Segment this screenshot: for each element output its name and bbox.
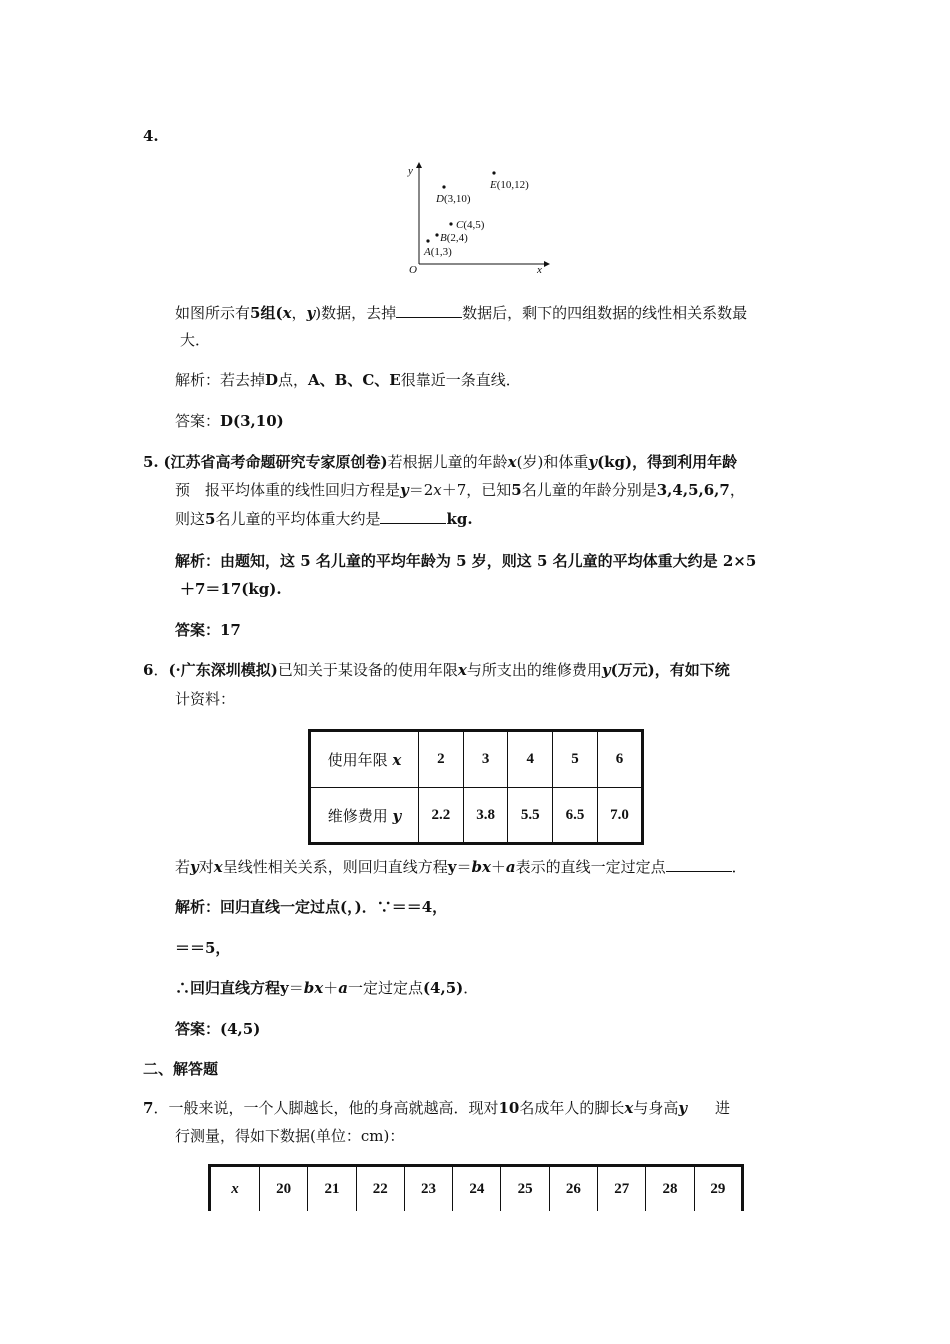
- point-b-dot: [435, 233, 438, 236]
- question-7-line1: 7．一般来说，一个人脚越长，他的身高就越高．现对10名成年人的脚长x与身高y 进: [143, 1099, 731, 1117]
- y-axis-arrow: [416, 162, 422, 168]
- answer-blank: [396, 302, 462, 318]
- question-6-answer: 答案：(4,5): [175, 1020, 261, 1038]
- table-cell: 23: [404, 1167, 452, 1211]
- question-5-line1: 5. (江苏省高考命题研究专家原创卷)若根据儿童的年龄x(岁)和体重y(kg)，得到利用年龄: [143, 453, 738, 471]
- question-5-analysis-line1: 解析：由题知，这 5 名儿童的平均年龄为 5 岁，则这 5 名儿童的平均体重大约是 2×5: [175, 552, 757, 570]
- point-b-label: B(2,4): [440, 232, 468, 244]
- question-7-line2: 行测量，得如下数据(单位：cm)：: [175, 1127, 405, 1145]
- point-c-dot: [449, 222, 452, 225]
- question-5-line3: 则这5名儿童的平均体重大约是 kg.: [175, 510, 473, 528]
- question-6-analysis-line1: 解析：回归直线一定过点(，)．∵＝＝4，: [175, 898, 448, 916]
- question-4-text-line1: 如图所示有5组(x，y)数据，去掉 数据后，剩下的四组数据的线性相关系数最: [175, 304, 748, 322]
- table-cell: 7.0: [597, 788, 641, 843]
- table-row: [311, 732, 641, 788]
- table-cell: 2: [419, 732, 464, 788]
- table-cell: 5: [553, 732, 598, 788]
- table-cell: 2.2: [419, 788, 464, 843]
- scatter-figure: [404, 158, 554, 278]
- x-axis-label: x: [537, 264, 542, 276]
- table-header-cell: x: [211, 1167, 260, 1211]
- point-e-label: E(10,12): [490, 179, 529, 191]
- maintenance-table: [308, 729, 644, 845]
- table-cell: 28: [646, 1167, 694, 1211]
- answer-blank: [666, 856, 732, 872]
- table-row: [211, 1167, 741, 1211]
- question-4-text-line2: 大．: [180, 331, 211, 349]
- table-cell: 3.8: [463, 788, 508, 843]
- table-cell: 27: [598, 1167, 646, 1211]
- table-cell: 3: [463, 732, 508, 788]
- question-4-answer: 答案：D(3,10): [175, 412, 284, 430]
- section-title: 二、解答题: [143, 1060, 219, 1078]
- y-axis-label: y: [408, 165, 413, 177]
- question-6-line2: 计资料：: [175, 690, 236, 708]
- table-header-cell: 使用年限 x: [311, 732, 419, 788]
- table-cell: 26: [549, 1167, 597, 1211]
- table-cell: 21: [308, 1167, 356, 1211]
- question-5-answer: 答案：17: [175, 621, 241, 639]
- x-axis-arrow: [544, 261, 550, 267]
- point-d-label: D(3,10): [436, 193, 471, 205]
- question-5-line2: 预 报平均体重的线性回归方程是y＝2x＋7，已知5名儿童的年龄分别是3,4,5,6,7，: [175, 481, 745, 499]
- table-cell: 25: [501, 1167, 549, 1211]
- question-6-analysis-line2: ＝＝5，: [175, 939, 231, 957]
- table-cell: 20: [260, 1167, 308, 1211]
- table-cell: 6.5: [553, 788, 598, 843]
- table-cell: 4: [508, 732, 553, 788]
- table-cell: 29: [694, 1167, 741, 1211]
- question-5-analysis-line2: ＋7＝17(kg).: [180, 580, 282, 598]
- question-4-analysis: 解析：若去掉D点，A、B、C、E很靠近一条直线．: [175, 371, 521, 389]
- point-a-label: A(1,3): [424, 246, 452, 258]
- table-cell: 22: [356, 1167, 404, 1211]
- foot-height-table: [208, 1164, 744, 1211]
- point-c-label: C(4,5): [456, 219, 485, 231]
- question-6-line1: 6．(·广东深圳模拟)已知关于某设备的使用年限x与所支出的维修费用y(万元)，有如下统: [143, 661, 730, 679]
- table-row: [311, 788, 641, 843]
- table-cell: 6: [597, 732, 641, 788]
- answer-blank: [380, 508, 446, 524]
- table-cell: 5.5: [508, 788, 553, 843]
- question-4-number: 4.: [143, 127, 159, 145]
- point-e-dot: [492, 171, 495, 174]
- point-a-dot: [426, 239, 429, 242]
- origin-label: O: [409, 264, 417, 276]
- question-6-question: 若y对x呈线性相关关系，则回归直线方程y＝bx＋a表示的直线一定过定点 ．: [175, 858, 747, 876]
- point-d-dot: [442, 185, 445, 188]
- table-header-cell: 维修费用 y: [311, 788, 419, 843]
- table-cell: 24: [453, 1167, 501, 1211]
- question-6-analysis-line3: ∴回归直线方程y＝bx＋a一定过定点(4,5)．: [175, 979, 479, 997]
